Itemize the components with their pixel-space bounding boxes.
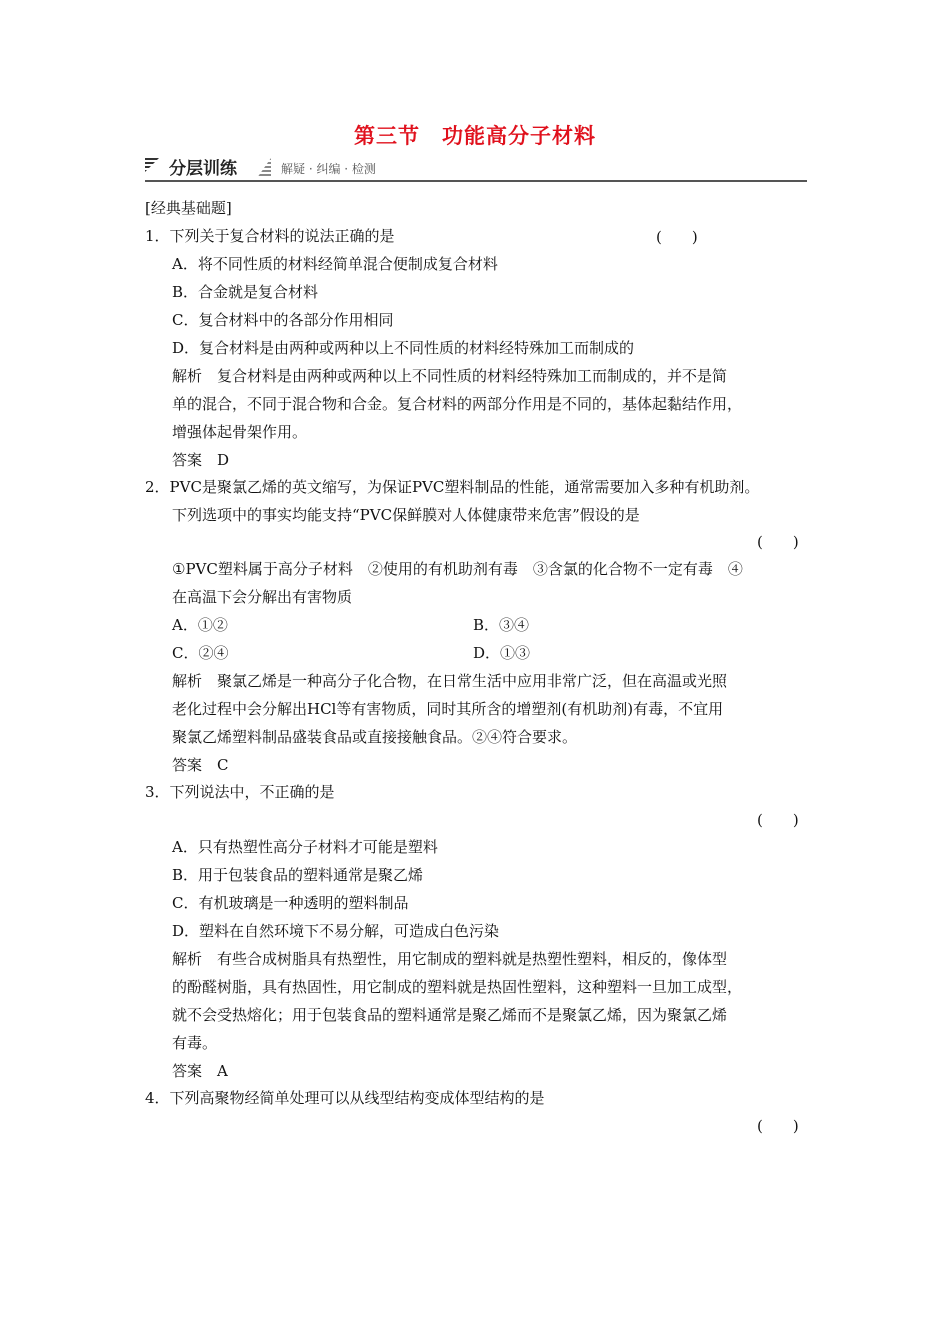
question-1-explanation: 解析 复合材料是由两种或两种以上不同性质的材料经特殊加工而制成的，并不是简 [172,367,728,385]
answer-bracket: ( ) [757,1117,799,1135]
question-1-option-a: A．将不同性质的材料经简单混合便制成复合材料 [172,255,498,273]
divider [145,180,807,182]
page-title: 第三节 功能高分子材料 [354,124,596,148]
question-2-option-d: D．①③ [473,644,531,662]
question-3-explanation: 有毒。 [172,1034,218,1052]
question-1-option-c: C．复合材料中的各部分作用相同 [172,311,394,329]
section-banner [145,154,807,182]
question-3-answer: 答案 A [172,1062,228,1080]
question-2-option-a: A．①② [172,616,228,634]
banner-subtitle: 解疑 · 纠编 · 检测 [281,162,376,176]
question-2-facts: 在高温下会分解出有害物质 [172,588,353,606]
question-3-option-b: B．用于包装食品的塑料通常是聚乙烯 [172,866,424,884]
question-2-stem: 2．PVC是聚氯乙烯的英文缩写，为保证PVC塑料制品的性能，通常需要加入多种有机助剂。 [145,478,760,496]
question-3-stem: 3．下列说法中，不正确的是 [145,783,335,801]
question-3-option-c: C．有机玻璃是一种透明的塑料制品 [172,894,409,912]
question-1-explanation: 单的混合，不同于混合物和合金。复合材料的两部分作用是不同的，基体起黏结作用， [172,395,743,413]
banner-title: 分层训练 [169,159,237,179]
question-2-option-c: C．②④ [172,644,229,662]
question-2-facts: ①PVC塑料属于高分子材料 ②使用的有机助剂有毒 ③含氯的化合物不一定有毒 ④ [172,560,743,578]
question-3-option-a: A．只有热塑性高分子材料才可能是塑料 [172,838,438,856]
question-3-option-d: D．塑料在自然环境下不易分解，可造成白色污染 [172,922,500,940]
question-3-explanation: 就不会受热熔化；用于包装食品的塑料通常是聚乙烯而不是聚氯乙烯，因为聚氯乙烯 [172,1006,728,1024]
question-1-option-d: D．复合材料是由两种或两种以上不同性质的材料经特殊加工而制成的 [172,339,635,357]
question-2-answer: 答案 C [172,756,229,774]
question-4-stem: 4．下列高聚物经简单处理可以从线型结构变成体型结构的是 [145,1089,545,1107]
question-2-explanation: 聚氯乙烯塑料制品盛装食品或直接接触食品。②④符合要求。 [172,728,578,746]
question-1-explanation: 增强体起骨架作用。 [172,423,308,441]
question-1-option-b: B．合金就是复合材料 [172,283,319,301]
question-3-explanation: 解析 有些合成树脂具有热塑性，用它制成的塑料就是热塑性塑料，相反的，像体型 [172,950,728,968]
question-2-explanation: 老化过程中会分解出HCl等有害物质，同时其所含的增塑剂(有机助剂)有毒，不宜用 [172,700,724,718]
question-2-stem: 下列选项中的事实均能支持“PVC保鲜膜对人体健康带来危害”假设的是 [172,506,640,524]
answer-bracket: ( ) [757,533,799,551]
question-2-explanation: 解析 聚氯乙烯是一种高分子化合物，在日常生活中应用非常广泛，但在高温或光照 [172,672,728,690]
answer-bracket: ( ) [757,811,799,829]
stripes-icon [257,158,271,178]
question-2-option-b: B．③④ [473,616,530,634]
question-1-answer: 答案 D [172,451,230,469]
answer-bracket: ( ) [656,228,698,246]
question-3-explanation: 的酚醛树脂，具有热固性，用它制成的塑料就是热固性塑料，这种塑料一旦加工成型， [172,978,743,996]
section-heading: [经典基础题] [145,199,232,217]
stripes-icon [145,158,159,172]
question-1-stem: 1．下列关于复合材料的说法正确的是 [145,227,395,245]
